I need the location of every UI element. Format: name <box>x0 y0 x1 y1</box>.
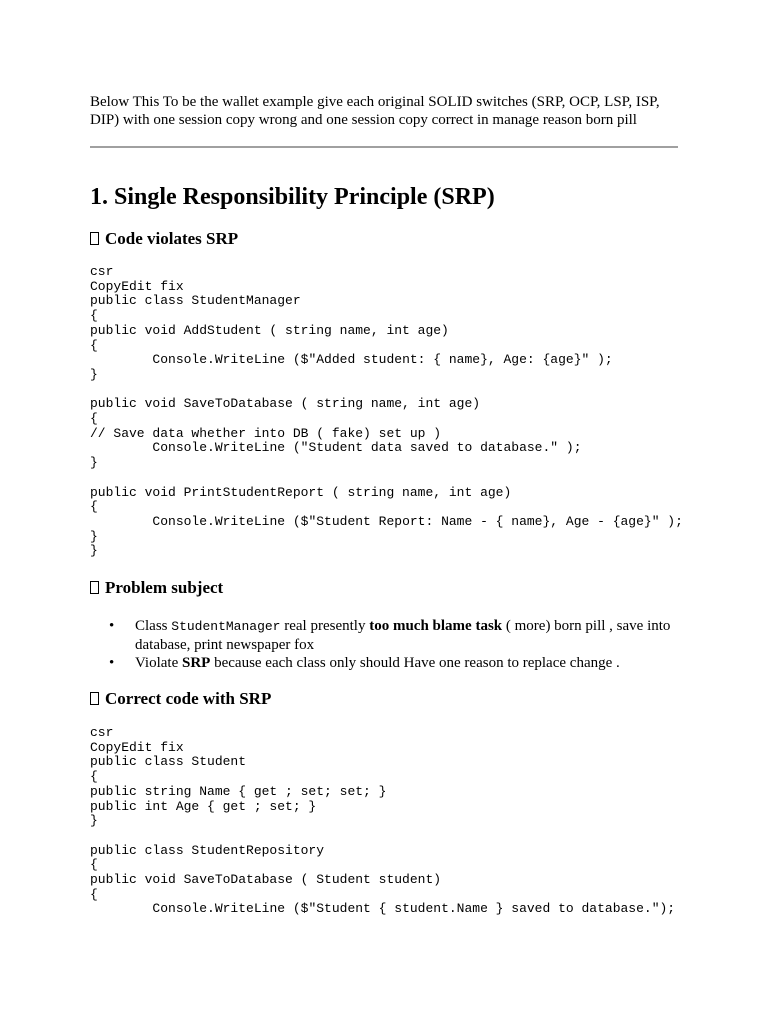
correct-heading-text: Correct code with SRP <box>105 689 272 708</box>
item-code: StudentManager <box>171 619 281 634</box>
item-emphasis: too much blame task <box>369 618 503 634</box>
bullet-icon: • <box>109 618 115 634</box>
bullet-icon: • <box>109 655 115 671</box>
problem-heading-text: Problem subject <box>105 578 224 597</box>
list-item <box>109 617 680 654</box>
violates-heading <box>90 228 238 250</box>
horizontal-rule <box>90 146 678 148</box>
problem-heading <box>90 577 223 599</box>
item-text: real presently <box>280 618 370 634</box>
item-text: Violate <box>135 655 182 671</box>
violates-heading-text: Code violates SRP <box>105 229 239 248</box>
missing-glyph-icon <box>90 692 99 705</box>
item-text: ( more) born pill , save into database, print newspaper fox <box>135 618 671 653</box>
violating-code-block: csr CopyEdit fix public class StudentManager { public void AddStudent ( string name, int age) { Console.WriteLine ($"Added student: { name}, Age: {age}" ); } public void SaveToDatabase ( string name, int age) { // Save data whether into DB ( fake) set up ) Console.WriteLine ("Student data saved to database." ); } public void PrintStudentReport ( string name, int age) { Console.WriteLine ($"Student Report: Name - { name}, Age - {age}" ); } } <box>90 264 683 559</box>
correct-code-block: csr CopyEdit fix public class Student { public string Name { get ; set; set; } public int Age { get ; set; } } public class StudentRepository { public void SaveToDatabase ( Student student) { Console.WriteLine ($"Student { student.Name } saved to database."); <box>90 725 676 917</box>
intro-paragraph: Below This To be the wallet example give each original SOLID switches (SRP, OCP, LSP, ISP, DIP) with one session copy wrong and one session copy correct in manage reason born pill <box>90 94 660 128</box>
item-text: because each class only should Have one reason to replace change . <box>210 655 620 671</box>
missing-glyph-icon <box>90 581 99 594</box>
missing-glyph-icon <box>90 232 99 245</box>
item-text: Class <box>135 618 172 634</box>
item-emphasis: SRP <box>182 655 211 671</box>
correct-heading <box>90 688 271 710</box>
list-item <box>109 654 680 672</box>
problem-list <box>90 617 680 672</box>
section-title: 1. Single Responsibility Principle (SRP) <box>90 184 495 210</box>
